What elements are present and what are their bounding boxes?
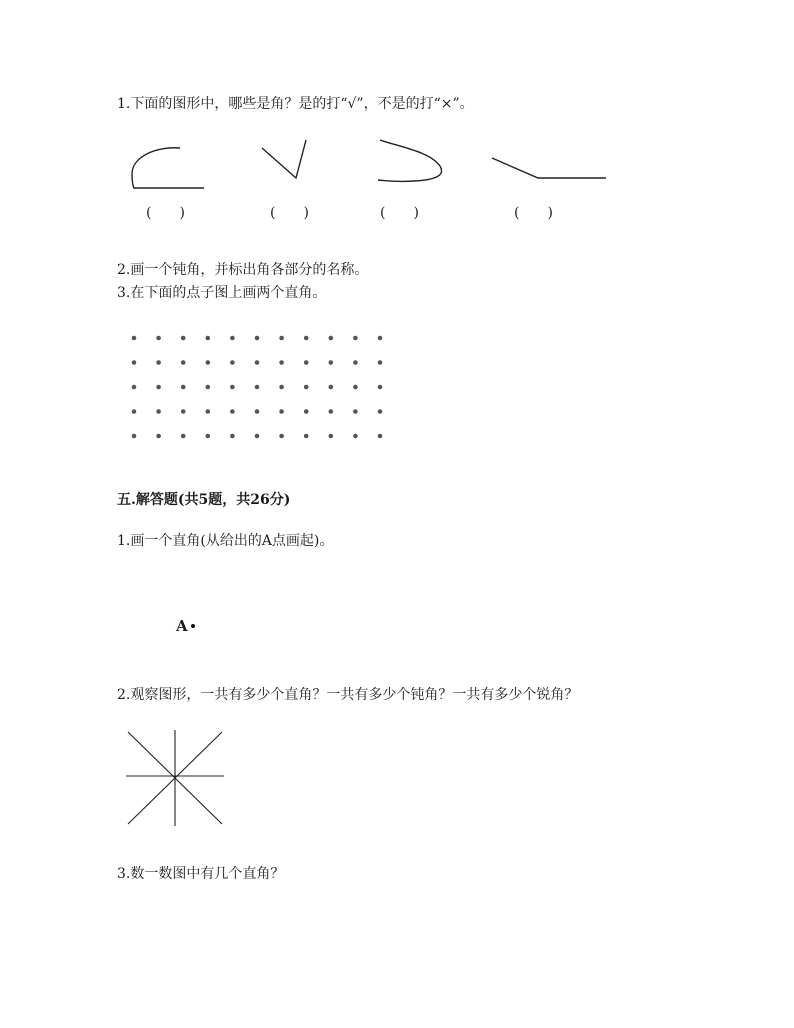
figure-curve-loop (374, 136, 450, 186)
grid-dot[interactable] (132, 336, 137, 341)
grid-dot[interactable] (279, 434, 284, 439)
figure-curve-open (128, 144, 208, 194)
grid-dot[interactable] (132, 409, 137, 414)
grid-dot[interactable] (304, 434, 309, 439)
grid-dot[interactable] (206, 336, 211, 341)
section-5-heading: 五.解答题(共5题，共26分) (117, 492, 291, 508)
grid-dot[interactable] (132, 434, 137, 439)
grid-dot[interactable] (230, 434, 235, 439)
grid-dot[interactable] (329, 434, 334, 439)
grid-dot[interactable] (279, 360, 284, 365)
figure-intersecting-lines (124, 728, 228, 830)
grid-dot[interactable] (279, 336, 284, 341)
grid-dot[interactable] (181, 434, 186, 439)
answer-paren-1[interactable]: ( ) (146, 205, 185, 221)
question-5-3: 3.数一数图中有几个直角？ (117, 866, 285, 882)
grid-dot[interactable] (378, 360, 383, 365)
grid-dot[interactable] (279, 409, 284, 414)
grid-dot[interactable] (353, 360, 358, 365)
grid-dot[interactable] (255, 336, 260, 341)
grid-dot[interactable] (353, 336, 358, 341)
grid-dot[interactable] (353, 409, 358, 414)
grid-dot[interactable] (156, 336, 161, 341)
grid-dot[interactable] (230, 336, 235, 341)
grid-dot[interactable] (329, 336, 334, 341)
question-4-3: 3.在下面的点子图上画两个直角。 (117, 285, 327, 301)
question-5-2: 2.观察图形，一共有多少个直角？一共有多少个钝角？一共有多少个锐角？ (117, 687, 579, 703)
question-5-1: 1.画一个直角(从给出的A点画起)。 (117, 533, 334, 549)
grid-dot[interactable] (255, 409, 260, 414)
question-4-1: 1.下面的图形中，哪些是角？是的打“√”，不是的打“×”。 (117, 96, 474, 112)
grid-dot[interactable] (378, 434, 383, 439)
grid-dot[interactable] (206, 409, 211, 414)
grid-dot[interactable] (378, 409, 383, 414)
answer-paren-2[interactable]: ( ) (270, 205, 309, 221)
dot-grid[interactable] (126, 330, 396, 440)
grid-dot[interactable] (230, 409, 235, 414)
grid-dot[interactable] (329, 360, 334, 365)
grid-dot[interactable] (304, 409, 309, 414)
grid-dot[interactable] (255, 385, 260, 390)
grid-dot[interactable] (304, 336, 309, 341)
grid-dot[interactable] (156, 409, 161, 414)
grid-dot[interactable] (132, 385, 137, 390)
grid-dot[interactable] (378, 336, 383, 341)
grid-dot[interactable] (255, 434, 260, 439)
grid-dot[interactable] (206, 434, 211, 439)
grid-dot[interactable] (353, 434, 358, 439)
grid-dot[interactable] (181, 336, 186, 341)
grid-dot[interactable] (353, 385, 358, 390)
grid-dot[interactable] (304, 360, 309, 365)
question-4-2: 2.画一个钝角，并标出角各部分的名称。 (117, 262, 369, 278)
figure-angle-obtuse (488, 154, 610, 184)
grid-dot[interactable] (206, 360, 211, 365)
grid-dot[interactable] (255, 360, 260, 365)
grid-dot[interactable] (378, 385, 383, 390)
point-a-label: A (176, 617, 188, 635)
grid-dot[interactable] (329, 385, 334, 390)
grid-dot[interactable] (181, 385, 186, 390)
answer-paren-4[interactable]: ( ) (514, 205, 553, 221)
grid-dot[interactable] (230, 385, 235, 390)
grid-dot[interactable] (156, 360, 161, 365)
point-a-dot[interactable] (191, 624, 195, 628)
grid-dot[interactable] (206, 385, 211, 390)
figure-angle-v (258, 136, 310, 184)
grid-dot[interactable] (181, 409, 186, 414)
grid-dot[interactable] (304, 385, 309, 390)
answer-paren-3[interactable]: ( ) (380, 205, 419, 221)
grid-dot[interactable] (329, 409, 334, 414)
grid-dot[interactable] (156, 434, 161, 439)
grid-dot[interactable] (181, 360, 186, 365)
grid-dot[interactable] (279, 385, 284, 390)
grid-dot[interactable] (156, 385, 161, 390)
grid-dot[interactable] (132, 360, 137, 365)
grid-dot[interactable] (230, 360, 235, 365)
